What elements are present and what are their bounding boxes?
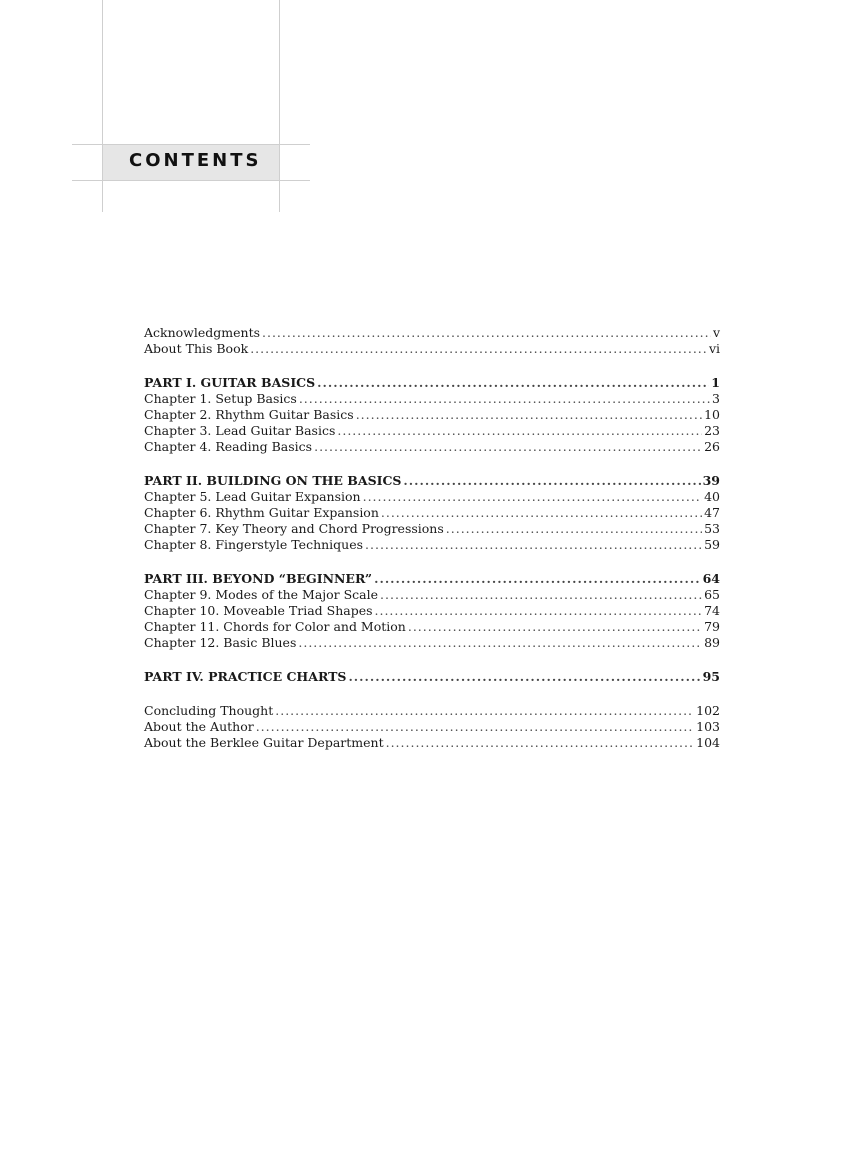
toc-entry-page: 47 [704,505,720,520]
toc-entry-page: 59 [704,537,720,552]
toc-entry-concluding-thought[interactable] [144,703,720,719]
toc-chapter-entry[interactable] [144,521,720,537]
dot-leader [408,619,702,635]
toc-entry-label: PART IV. PRACTICE CHARTS [144,669,347,684]
toc-entry-berklee-guitar-department[interactable] [144,735,720,751]
toc-entry-label: About This Book [144,341,249,356]
toc-part-heading[interactable] [144,473,720,489]
dot-leader [375,603,703,619]
dot-leader [403,473,700,489]
toc-entry-label: Chapter 4. Reading Basics [144,439,313,454]
toc-part-2 [144,473,720,553]
dot-leader [356,407,702,423]
toc-entry-label: Chapter 1. Setup Basics [144,391,297,406]
toc-entry-page: 1 [711,375,720,390]
toc-entry-page: 23 [704,423,720,438]
toc-chapter-entry[interactable] [144,407,720,423]
toc-entry-label: Chapter 10. Moveable Triad Shapes [144,603,373,618]
toc-entry-label: PART I. GUITAR BASICS [144,375,316,390]
toc-entry-page: vi [708,341,720,356]
dot-leader [299,391,710,407]
toc-part-heading[interactable] [144,669,720,685]
toc-entry-acknowledgments[interactable] [144,325,720,341]
toc-chapter-entry[interactable] [144,391,720,407]
toc-chapter-entry[interactable] [144,505,720,521]
toc-entry-label: Chapter 9. Modes of the Major Scale [144,587,379,602]
dot-leader [298,635,702,651]
toc-entry-label: Chapter 8. Fingerstyle Techniques [144,537,364,552]
toc-part-4 [144,669,720,685]
toc-entry-page: 104 [696,735,720,750]
toc-chapter-entry[interactable] [144,635,720,651]
toc-entry-page: 95 [702,669,720,684]
dot-leader [380,587,702,603]
toc-part-1 [144,375,720,455]
dot-leader [262,325,711,341]
toc-entry-label: PART III. BEYOND “BEGINNER” [144,571,373,586]
toc-entry-about-this-book[interactable] [144,341,720,357]
toc-back-matter [144,703,720,751]
toc-entry-about-the-author[interactable] [144,719,720,735]
toc-chapter-entry[interactable] [144,489,720,505]
toc-part-3 [144,571,720,651]
toc-chapter-entry[interactable] [144,439,720,455]
dot-leader [317,375,709,391]
dot-leader [348,669,700,685]
toc-entry-page: 89 [704,635,720,650]
toc-entry-page: v [712,325,720,340]
dot-leader [365,537,702,553]
toc-entry-label: Concluding Thought [144,703,274,718]
toc-part-heading[interactable] [144,375,720,391]
page-title: CONTENTS [129,150,262,171]
dot-leader [256,719,694,735]
dot-leader [374,571,700,587]
table-of-contents [144,325,720,769]
toc-entry-page: 64 [702,571,720,586]
toc-entry-page: 102 [696,703,720,718]
toc-entry-page: 74 [704,603,720,618]
toc-entry-label: Chapter 12. Basic Blues [144,635,297,650]
toc-entry-label: Chapter 7. Key Theory and Chord Progressions [144,521,444,536]
toc-entry-label: Chapter 3. Lead Guitar Basics [144,423,336,438]
toc-entry-page: 10 [704,407,720,422]
toc-entry-page: 103 [696,719,720,734]
toc-entry-label: About the Berklee Guitar Department [144,735,384,750]
dot-leader [250,341,707,357]
toc-chapter-entry[interactable] [144,423,720,439]
toc-entry-page: 26 [704,439,720,454]
toc-chapter-entry[interactable] [144,537,720,553]
toc-chapter-entry[interactable] [144,587,720,603]
toc-entry-label: Chapter 2. Rhythm Guitar Basics [144,407,354,422]
toc-entry-label: PART II. BUILDING ON THE BASICS [144,473,402,488]
dot-leader [363,489,703,505]
toc-entry-label: Chapter 5. Lead Guitar Expansion [144,489,361,504]
dot-leader [314,439,702,455]
toc-entry-page: 40 [704,489,720,504]
toc-entry-label: Chapter 6. Rhythm Guitar Expansion [144,505,379,520]
dot-leader [446,521,702,537]
toc-entry-page: 79 [704,619,720,634]
dot-leader [337,423,702,439]
frame-line-top [72,144,310,145]
toc-entry-page: 65 [704,587,720,602]
toc-entry-label: Chapter 11. Chords for Color and Motion [144,619,406,634]
frame-line-bottom [72,180,310,181]
dot-leader [381,505,702,521]
toc-front-matter [144,325,720,357]
toc-entry-page: 39 [702,473,720,488]
toc-entry-page: 53 [704,521,720,536]
dot-leader [275,703,694,719]
toc-chapter-entry[interactable] [144,603,720,619]
toc-chapter-entry[interactable] [144,619,720,635]
toc-entry-page: 3 [712,391,720,406]
toc-entry-label: Acknowledgments [144,325,261,340]
toc-entry-label: About the Author [144,719,254,734]
toc-part-heading[interactable] [144,571,720,587]
dot-leader [386,735,695,751]
